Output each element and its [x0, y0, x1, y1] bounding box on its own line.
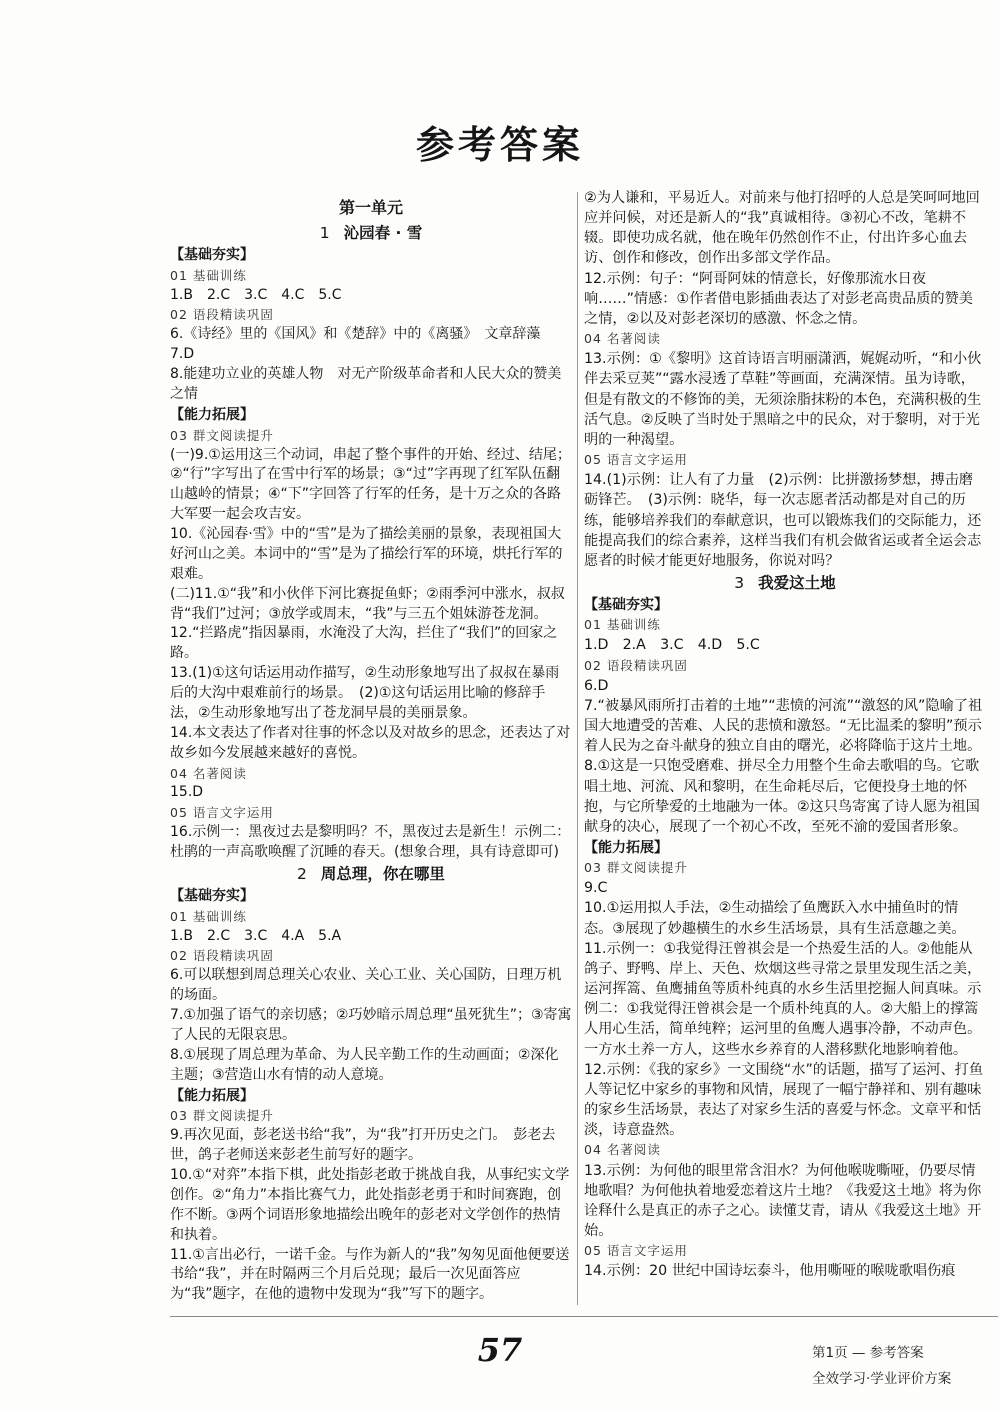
lesson-2-answers-continued [584, 188, 986, 571]
subsection-label: 02 语段精读巩固 [170, 307, 274, 323]
column-divider [577, 192, 578, 1305]
lesson-2-answers [170, 887, 572, 1305]
page-title: 参考答案 [415, 122, 584, 167]
subsection-label: 05 语言文字运用 [584, 1243, 688, 1259]
answer-item: 12.示例：句子：“阿哥阿妹的情意长，好像那流水日夜响……”情感：①作者借电影插曲表达了对彭老高贵品质的赞美之情，②以及对彭老深切的感激、怀念之情。 [584, 270, 973, 327]
lesson-1-answers [170, 246, 572, 863]
subsection-label: 04 名著阅读 [170, 765, 247, 781]
answer-item: 7.“被暴风雨所打击着的土地”“悲愤的河流”“激怒的风”隐喻了祖国大地遭受的苦难、人民的悲愤和激怒。“无比温柔的黎明”预示着人民为之奋斗献身的独立自由的曙光，必将降临于这片土地。 [584, 697, 983, 755]
lesson-title: 沁园春 · 雪 [343, 223, 423, 242]
section-heading: 【基础夯实】 [170, 246, 254, 263]
answer-item: 13.示例：为何他的眼里常含泪水？为何他喉咙嘶哑，仍要尽情地歌唱？为何他执着地爱恋着这片土地？《我爱这土地》将为你诠释什么是真正的赤子之心。读懂艾青，请从《我爱这土地》开始。 [584, 1162, 982, 1239]
answer-item: 12.示例：《我的家乡》一文围绕“水”的话题，描写了运河、打鱼人等记忆中家乡的事物和风情，展现了一幅宁静祥和、别有趣味的家乡生活场景，表达了对家乡生活的喜爱与怀念。文章平和恬淡，诗意盎然。 [584, 1061, 984, 1139]
answer-item: 14.示例：20 世纪中国诗坛泰斗，他用嘶哑的喉咙歌唱伤痕 [584, 1263, 956, 1280]
answer-item: 13.示例：①《黎明》这首诗语言明丽潇洒，娓娓动听，“和小伙伴去采豆荚”“露水浸透了草鞋”等画面，充满深情。虽为诗歌，但是有散文的不修饰的美，无须涂脂抹粉的本色，充满积极的生活气息。②反映了当时处于黑暗之中的民众，对于黎明，对于光明的一种渴望。 [584, 351, 982, 448]
answer-item: 10.①“对弈”本指下棋，此处指彭老敢于挑战自我，从事纪实文学创作。②“角力”本指比赛气力，此处指彭老勇于和时间赛跑，创作不断。③两个词语形象地描绘出晚年的彭老对文学创作的热情和执着。 [170, 1167, 570, 1243]
lesson-number: 3 [734, 573, 745, 592]
answer-item: 1.B 2.C 3.C 4.C 5.C [170, 286, 342, 303]
lesson-number: 1 [319, 223, 330, 242]
footer-label [812, 1340, 951, 1392]
lesson-title: 我爱这土地 [758, 573, 836, 592]
answer-item: 6.D [584, 677, 609, 694]
subsection-label: 02 语段精读巩固 [584, 657, 688, 673]
subsection-label: 01 基础训练 [170, 267, 247, 283]
footer-rule [170, 1316, 998, 1317]
lesson-heading-2 [170, 865, 572, 885]
answer-item: 11.①言出必行，一诺千金。与作为新人的“我”匆匆见面他便要送书给“我”，并在时隔两三个月后兑现；最后一次见面答应为“我”题字，在他的遗物中发现为“我”写下的题字。 [170, 1246, 570, 1303]
answer-item: 9.再次见面，彭老送书给“我”，为“我”打开历史之门。 彭老去世，鸽子老师送来彭老生前写好的题字。 [170, 1127, 556, 1164]
lesson-title: 周总理，你在哪里 [320, 864, 445, 883]
answer-item: 10.①运用拟人手法，②生动描绘了鱼鹰跃入水中捕鱼时的情态。③展现了妙趣横生的水乡生活场景，具有生活意趣之美。 [584, 900, 966, 937]
lesson-3-answers [584, 595, 986, 1281]
answer-item: 14.本文表达了作者对往事的怀念以及对故乡的思念，还表达了对故乡如今发展越来越好的喜悦。 [170, 724, 571, 761]
subsection-label: 05 语言文字运用 [584, 452, 688, 468]
lesson-number: 2 [297, 864, 307, 883]
answer-item: 8.能建功立业的英雄人物 对无产阶级革命者和人民大众的赞美之情 [170, 366, 562, 402]
subsection-label: 01 基础训练 [584, 617, 661, 633]
footer-line: 第1页 — 参考答案 [812, 1345, 924, 1361]
answer-item: 6.《诗经》里的《国风》和《楚辞》中的《离骚》 文章辞藻 [170, 326, 541, 343]
answer-item: ②为人谦和，平易近人。对前来与他打招呼的人总是笑呵呵地回应并问候，对还是新人的“我”真诚相待。③初心不改，笔耕不辍。即使功成名就，他在晚年仍然创作不止，付出许多心血去访、创作和修改，创作出多部文学作品。 [584, 190, 980, 267]
answer-item: 7.D [170, 346, 195, 363]
subsection-label: 04 名著阅读 [584, 1142, 661, 1158]
answer-item: 1.D 2.A 3.C 4.D 5.C [584, 637, 760, 654]
lesson-heading-3 [584, 573, 986, 593]
answer-item: 8.①展现了周总理为革命、为人民辛勤工作的生动画面；②深化主题；③营造山水有情的动人意境。 [170, 1046, 559, 1083]
subsection-label: 04 名著阅读 [584, 331, 661, 347]
subsection-label: 03 群文阅读提升 [170, 427, 274, 443]
answer-item: 8.①这是一只饱受磨难、拼尽全力用整个生命去歌唱的鸟。它歌唱土地、河流、风和黎明，在生命耗尽后，它便投身土地的怀抱，与它所挚爱的土地融为一体。②这只鸟寄寓了诗人愿为祖国献身的决心，展现了一个初心不改，至死不渝的爱国者形象。 [584, 758, 980, 835]
subsection-label: 03 群文阅读提升 [584, 860, 688, 876]
lesson-heading-1 [170, 224, 572, 244]
answer-item: 13.(1)①这句话运用动作描写，②生动形象地写出了叔叔在暴雨后的大沟中艰难前行的场景。 (2)①这句话运用比喻的修辞手法，②生动形象地写出了苍龙洞早晨的美丽景象。 [170, 665, 560, 721]
subsection-label: 01 基础训练 [170, 908, 247, 924]
subsection-label: 02 语段精读巩固 [170, 948, 274, 964]
answer-item: 15.D [170, 784, 204, 801]
section-heading: 【能力拓展】 [170, 1087, 254, 1104]
right-column [584, 188, 986, 1281]
section-heading: 【基础夯实】 [170, 887, 254, 904]
answer-item: (一)9.①运用这三个动词，串起了整个事件的开始、经过、结尾；②“行”字写出了在雪中行军的场景；③“过”字再现了红军队伍翻山越岭的情景；④“下”字回答了行军的任务，是十万之众的各路大军要一起会攻吉安。 [170, 446, 571, 523]
subsection-label: 05 语言文字运用 [170, 805, 274, 821]
page-number: 57 [477, 1331, 523, 1369]
answer-item: 14.(1)示例：让人有了力量 (2)示例：比拼激扬梦想，搏击磨砺锋芒。 (3)示例：晓华，每一次志愿者活动都是对自己的历练，能够培养我们的奉献意识，也可以锻炼我们的交际能力，还能提高我们的综合素养，这样当我们有机会做省运或者全运会志愿者的时候才能更好地服务，你说对吗？ [584, 472, 982, 569]
answer-item: 7.①加强了语气的亲切感；②巧妙暗示周总理“虽死犹生”；③寄寓了人民的无限哀思。 [170, 1007, 572, 1043]
left-column [170, 188, 572, 1305]
unit-heading: 第一单元 [338, 198, 403, 217]
answer-item: 12.“拦路虎”指因暴雨，水淹没了大沟，拦住了“我们”的回家之路。 [170, 625, 558, 662]
subsection-label: 03 群文阅读提升 [170, 1108, 274, 1124]
answer-item: 1.B 2.C 3.C 4.A 5.A [170, 927, 342, 944]
section-heading: 【基础夯实】 [584, 597, 668, 614]
footer-line: 全效学习·学业评价方案 [812, 1371, 952, 1387]
answer-item: 9.C [584, 880, 608, 897]
answer-item: 10.《沁园春·雪》中的“雪”是为了描绘美丽的景象，表现祖国大好河山之美。本词中的“雪”是为了描绘行军的环境，烘托行军的艰难。 [170, 526, 563, 582]
answer-item: 11.示例一：①我觉得汪曾祺会是一个热爱生活的人。②他能从鸽子、野鸭、岸上、天色、炊烟这些寻常之景里发现生活之美，运河挥篙、鱼鹰捕鱼等质朴纯真的水乡生活里挖掘人间真味。示例二：①我觉得汪曾祺会是一个质朴纯真的人。②大船上的撑篙人用心生活，简单纯粹；运河里的鱼鹰人遇事冷静，不动声色。一方水土养一方人，这些水乡养育的人潜移默化地影响着他。 [584, 940, 982, 1058]
answer-item: 16.示例一：黑夜过去是黎明吗？不，黑夜过去是新生！示例二：杜鹃的一声高歌唤醒了沉睡的春天。(想象合理，具有诗意即可) [170, 824, 571, 860]
answer-item: 6.可以联想到周总理关心农业、关心工业、关心国防，日理万机的场面。 [170, 967, 562, 1004]
section-heading: 【能力拓展】 [584, 840, 668, 856]
answer-item: (二)11.①“我”和小伙伴下河比赛捉鱼虾；②雨季河中涨水，叔叔背“我们”过河；③放学或周末，“我”与三五个姐妹游苍龙洞。 [170, 585, 565, 622]
section-heading: 【能力拓展】 [170, 406, 254, 423]
